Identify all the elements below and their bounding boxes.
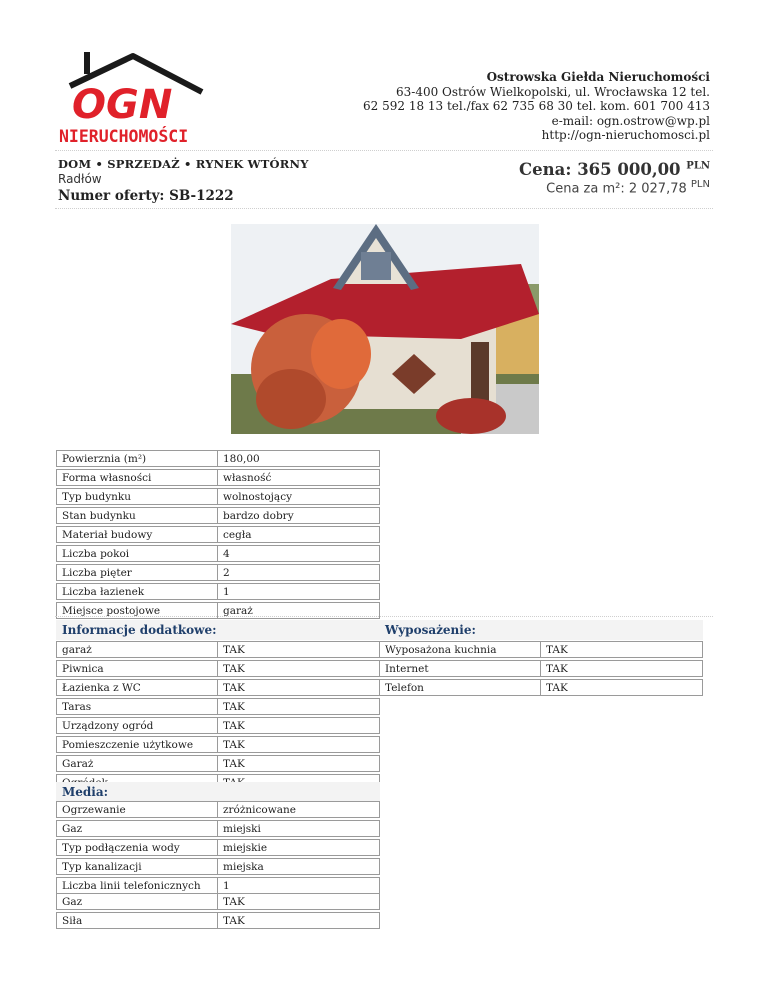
divider <box>55 150 713 151</box>
row-value: TAK <box>541 641 703 658</box>
row-value: TAK <box>218 660 380 677</box>
row-value: 1 <box>218 877 380 894</box>
table-row <box>56 801 380 818</box>
row-value: TAK <box>218 755 380 772</box>
row-value: własność <box>218 469 380 486</box>
row-value: TAK <box>218 679 380 696</box>
logo-text: OGN <box>72 82 173 128</box>
table-row <box>56 912 380 929</box>
row-label: Garaż <box>56 755 218 772</box>
agency-contact <box>363 70 710 143</box>
row-label: Internet <box>379 660 541 677</box>
table-row <box>56 893 380 910</box>
price-per-m2-currency: PLN <box>690 179 710 190</box>
row-value: 4 <box>218 545 380 562</box>
row-label: Telefon <box>379 679 541 696</box>
row-value: TAK <box>218 641 380 658</box>
offer-city: Radłów <box>58 172 102 186</box>
row-label: Typ kanalizacji <box>56 858 218 875</box>
property-photo <box>231 224 539 434</box>
agency-address: 63-400 Ostrów Wielkopolski, ul. Wrocławska 12 tel. <box>396 84 710 99</box>
table-row <box>56 660 380 677</box>
row-value: 180,00 <box>218 450 380 467</box>
price-per-m2: Cena za m²: 2 027,78 <box>546 181 687 197</box>
table-row <box>56 679 380 696</box>
row-label: Ogrzewanie <box>56 801 218 818</box>
offer-number: Numer oferty: SB-1222 <box>58 188 234 204</box>
divider <box>55 208 713 209</box>
table-row <box>379 660 703 677</box>
offer-price <box>519 160 710 196</box>
row-label: Taras <box>56 698 218 715</box>
agency-phones: 62 592 18 13 tel./fax 62 735 68 30 tel. kom. 601 700 413 <box>363 99 710 113</box>
table-row <box>56 583 380 600</box>
row-value: cegła <box>218 526 380 543</box>
row-label: Urządzony ogród <box>56 717 218 734</box>
media-section-title: Media: <box>56 782 380 802</box>
row-label: Gaz <box>56 820 218 837</box>
equipment-section-title: Wyposażenie: <box>379 620 703 640</box>
row-value: TAK <box>218 736 380 753</box>
row-label: Liczba łazienek <box>56 583 218 600</box>
row-label: Forma własności <box>56 469 218 486</box>
row-label: Materiał budowy <box>56 526 218 543</box>
offer-kind: DOM • SPRZEDAŻ • RYNEK WTÓRNY <box>58 157 309 171</box>
row-label: Łazienka z WC <box>56 679 218 696</box>
table-row <box>56 641 380 658</box>
info-table <box>56 639 380 793</box>
row-label: Typ budynku <box>56 488 218 505</box>
table-row <box>56 755 380 772</box>
row-value: wolnostojący <box>218 488 380 505</box>
row-value: miejska <box>218 858 380 875</box>
row-value: miejskie <box>218 839 380 856</box>
table-row <box>56 564 380 581</box>
row-value: bardzo dobry <box>218 507 380 524</box>
row-label: Siła <box>56 912 218 929</box>
equipment-table <box>379 639 703 698</box>
row-value: TAK <box>218 893 380 910</box>
table-row <box>56 698 380 715</box>
row-value: TAK <box>218 717 380 734</box>
table-row <box>56 526 380 543</box>
table-row <box>56 507 380 524</box>
table-row <box>56 858 380 875</box>
divider <box>55 616 713 617</box>
row-value: miejski <box>218 820 380 837</box>
table-row <box>56 450 380 467</box>
offer-summary <box>58 157 309 204</box>
row-label: Typ podłączenia wody <box>56 839 218 856</box>
media-extra-table <box>56 891 380 931</box>
row-value: garaż <box>218 602 380 619</box>
price-currency: PLN <box>686 160 710 172</box>
row-value: TAK <box>541 679 703 696</box>
row-label: Pomieszczenie użytkowe <box>56 736 218 753</box>
table-row <box>56 820 380 837</box>
property-attributes-table <box>56 448 380 621</box>
row-label: Liczba pięter <box>56 564 218 581</box>
row-label: Stan budynku <box>56 507 218 524</box>
agency-logo <box>56 50 206 148</box>
agency-email[interactable]: e-mail: ogn.ostrow@wp.pl <box>551 113 710 128</box>
row-label: Liczba linii telefonicznych <box>56 877 218 894</box>
row-label: Powierznia (m²) <box>56 450 218 467</box>
row-label: Liczba pokoi <box>56 545 218 562</box>
price-value: Cena: 365 000,00 <box>519 160 681 179</box>
row-value: zróżnicowane <box>218 801 380 818</box>
row-value: 1 <box>218 583 380 600</box>
agency-url[interactable]: http://ogn-nieruchomosci.pl <box>541 128 710 142</box>
table-row <box>56 736 380 753</box>
row-label: Miejsce postojowe <box>56 602 218 619</box>
row-value: TAK <box>218 698 380 715</box>
table-row <box>379 641 703 658</box>
row-value: TAK <box>218 912 380 929</box>
logo-graphic <box>56 50 206 148</box>
row-label: Gaz <box>56 893 218 910</box>
row-value: TAK <box>541 660 703 677</box>
row-label: Piwnica <box>56 660 218 677</box>
logo-subtext: NIERUCHOMOŚCI <box>59 127 189 146</box>
row-label: Wyposażona kuchnia <box>379 641 541 658</box>
table-row <box>56 469 380 486</box>
row-value: 2 <box>218 564 380 581</box>
logo-chimney-icon <box>84 52 90 74</box>
table-row <box>56 545 380 562</box>
info-section-title: Informacje dodatkowe: <box>56 620 380 640</box>
table-row <box>379 679 703 696</box>
table-row <box>56 488 380 505</box>
media-table <box>56 799 380 896</box>
table-row <box>56 717 380 734</box>
row-label: garaż <box>56 641 218 658</box>
agency-name: Ostrowska Giełda Nieruchomości <box>486 70 710 84</box>
table-row <box>56 839 380 856</box>
